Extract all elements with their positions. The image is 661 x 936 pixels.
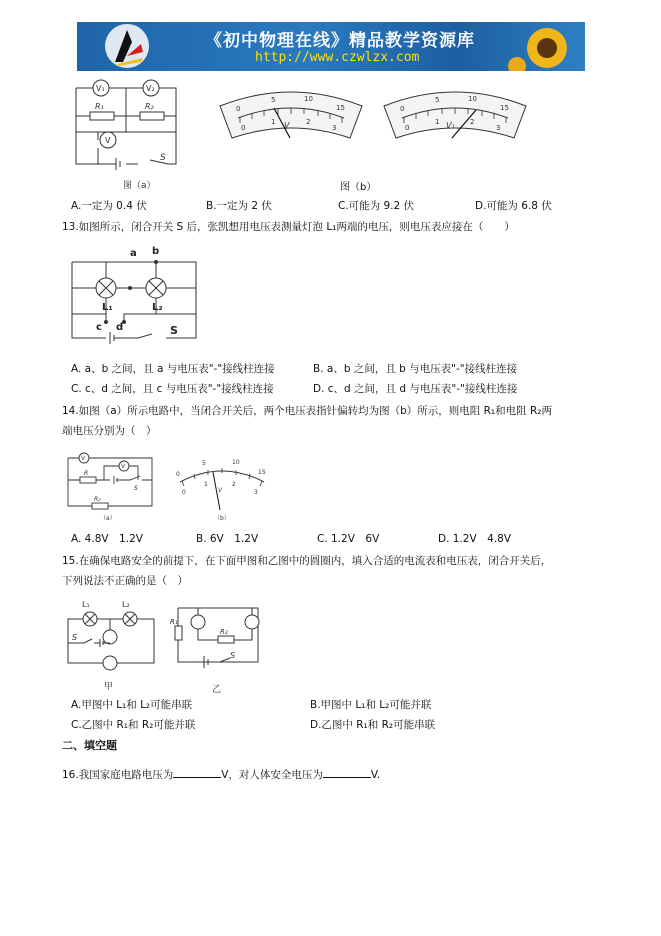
q16-blank-1[interactable]	[173, 767, 221, 778]
svg-text:a: a	[130, 248, 137, 259]
svg-text:d: d	[116, 322, 124, 333]
svg-text:甲: 甲	[104, 682, 114, 692]
q14-option-a: A. 4.8V 1.2V	[71, 533, 143, 545]
svg-text:3: 3	[332, 124, 337, 132]
header-banner	[77, 22, 585, 71]
q15-circuit-jia	[64, 597, 160, 693]
svg-text:L₂: L₂	[152, 302, 163, 313]
svg-text:V: V	[218, 487, 223, 494]
svg-text:V₁: V₁	[446, 121, 455, 130]
svg-text:R₂: R₂	[145, 102, 154, 111]
svg-text:V: V	[121, 463, 126, 470]
svg-text:S: S	[230, 651, 236, 660]
svg-text:乙: 乙	[212, 685, 222, 695]
svg-text:R₂: R₂	[220, 628, 228, 636]
svg-text:0: 0	[400, 105, 405, 113]
q15-stem-line1: 15.在确保电路安全的前提下，在下面甲图和乙图中的圆圈内，填入合适的电流表和电压表，闭合开关后，	[62, 555, 552, 567]
sunflower-icon	[527, 28, 567, 68]
svg-text:10: 10	[468, 95, 477, 103]
svg-text:5: 5	[271, 96, 276, 104]
q13-option-b: B. a、b 之间，且 b 与电压表"-"接线柱连接	[313, 363, 518, 375]
svg-text:V: V	[81, 455, 86, 462]
q12-option-a: A.一定为 0.4 伏	[71, 200, 147, 212]
svg-text:V₂: V₂	[146, 84, 155, 93]
svg-text:R₂: R₂	[94, 496, 101, 503]
q14-stem-line2: 端电压分别为（ ）	[62, 425, 157, 437]
svg-text:5: 5	[202, 460, 206, 467]
svg-text:15: 15	[336, 104, 345, 112]
q15-stem-line2: 下列说法不正确的是（ ）	[62, 575, 188, 587]
q16-stem	[62, 767, 380, 782]
q14-option-d: D. 1.2V 4.8V	[438, 533, 512, 545]
q16-text-part3: V.	[370, 769, 381, 781]
svg-text:（b）: （b）	[214, 515, 230, 522]
q13-circuit-figure	[66, 244, 206, 344]
q14-option-b: B. 6V 1.2V	[196, 533, 259, 545]
q15-option-a: A.甲图中 L₁和 L₂可能串联	[71, 699, 193, 711]
svg-text:S: S	[72, 633, 78, 642]
banner-url: http://www.czwlzx.com	[255, 50, 420, 65]
q12-option-b: B.一定为 2 伏	[206, 200, 272, 212]
svg-text:1: 1	[435, 118, 440, 126]
q14-stem-line1: 14.如图（a）所示电路中，当闭合开关后，两个电压表指针偏转均为图（b）所示，则电阻 R₁和电阻 R₂两	[62, 405, 552, 417]
svg-text:L₂: L₂	[122, 600, 130, 609]
q12-option-d: D.可能为 6.8 伏	[475, 200, 552, 212]
q14-option-c: C. 1.2V 6V	[317, 533, 380, 545]
svg-text:5: 5	[435, 96, 440, 104]
q16-text-part2: V，对人体安全电压为	[221, 769, 323, 781]
svg-text:10: 10	[304, 95, 313, 103]
q13-stem: 13.如图所示，闭合开关 S 后，张凯想用电压表测量灯泡 L₁两端的电压，则电压表应接在（ ）	[62, 221, 515, 233]
q12-option-c: C.可能为 9.2 伏	[338, 200, 415, 212]
banner-title: 《初中物理在线》精品教学资源库	[205, 31, 475, 51]
svg-text:（a）: （a）	[100, 515, 116, 522]
q14-circuit-figure	[64, 450, 156, 524]
q14-voltmeter-dial	[174, 454, 270, 524]
svg-text:2: 2	[306, 118, 311, 126]
q15-option-d: D.乙图中 R₁和 R₂可能串联	[310, 719, 436, 731]
q13-option-a: A. a、b 之间，且 a 与电压表"-"接线柱连接	[71, 363, 275, 375]
svg-text:1: 1	[271, 118, 276, 126]
svg-text:V₁: V₁	[96, 84, 105, 93]
q16-text-part1: 16.我国家庭电路电压为	[62, 769, 174, 781]
svg-text:0: 0	[236, 105, 241, 113]
svg-text:S: S	[134, 485, 138, 492]
q13-option-d: D. c、d 之间，且 d 与电压表"-"接线柱连接	[313, 383, 518, 395]
q12-circuit-figure	[68, 76, 188, 191]
svg-text:0: 0	[405, 124, 410, 132]
svg-text:R: R	[84, 470, 89, 477]
svg-text:L₁: L₁	[82, 600, 90, 609]
svg-text:0: 0	[241, 124, 246, 132]
figure-b-caption: 图（b）	[340, 182, 377, 193]
svg-text:S: S	[160, 153, 166, 163]
svg-text:图（a）: 图（a）	[123, 181, 156, 191]
svg-text:S: S	[170, 324, 178, 337]
svg-text:R₁: R₁	[170, 618, 178, 626]
svg-text:b: b	[152, 246, 160, 257]
q16-blank-2[interactable]	[323, 767, 371, 778]
svg-text:10: 10	[232, 459, 240, 466]
svg-text:15: 15	[258, 469, 266, 476]
svg-text:15: 15	[500, 104, 509, 112]
svg-text:3: 3	[496, 124, 501, 132]
svg-text:1: 1	[204, 481, 208, 488]
q15-option-c: C.乙图中 R₁和 R₂可能并联	[71, 719, 196, 731]
svg-text:0: 0	[176, 471, 180, 478]
svg-text:R₁: R₁	[95, 102, 104, 111]
voltmeter-dial-1	[216, 84, 366, 144]
svg-text:V: V	[105, 136, 111, 145]
section-heading: 二、填空题	[62, 739, 117, 752]
svg-text:V: V	[284, 121, 290, 130]
svg-text:L₁: L₁	[102, 302, 113, 313]
svg-text:0: 0	[182, 489, 186, 496]
svg-text:c: c	[96, 322, 102, 333]
q13-option-c: C. c、d 之间，且 c 与电压表"-"接线柱连接	[71, 383, 274, 395]
svg-text:2: 2	[470, 118, 475, 126]
svg-text:2: 2	[232, 481, 236, 488]
svg-text:3: 3	[254, 489, 258, 496]
voltmeter-dial-2	[380, 84, 530, 144]
q15-option-b: B.甲图中 L₁和 L₂可能并联	[310, 699, 432, 711]
q15-circuit-yi	[170, 600, 266, 696]
